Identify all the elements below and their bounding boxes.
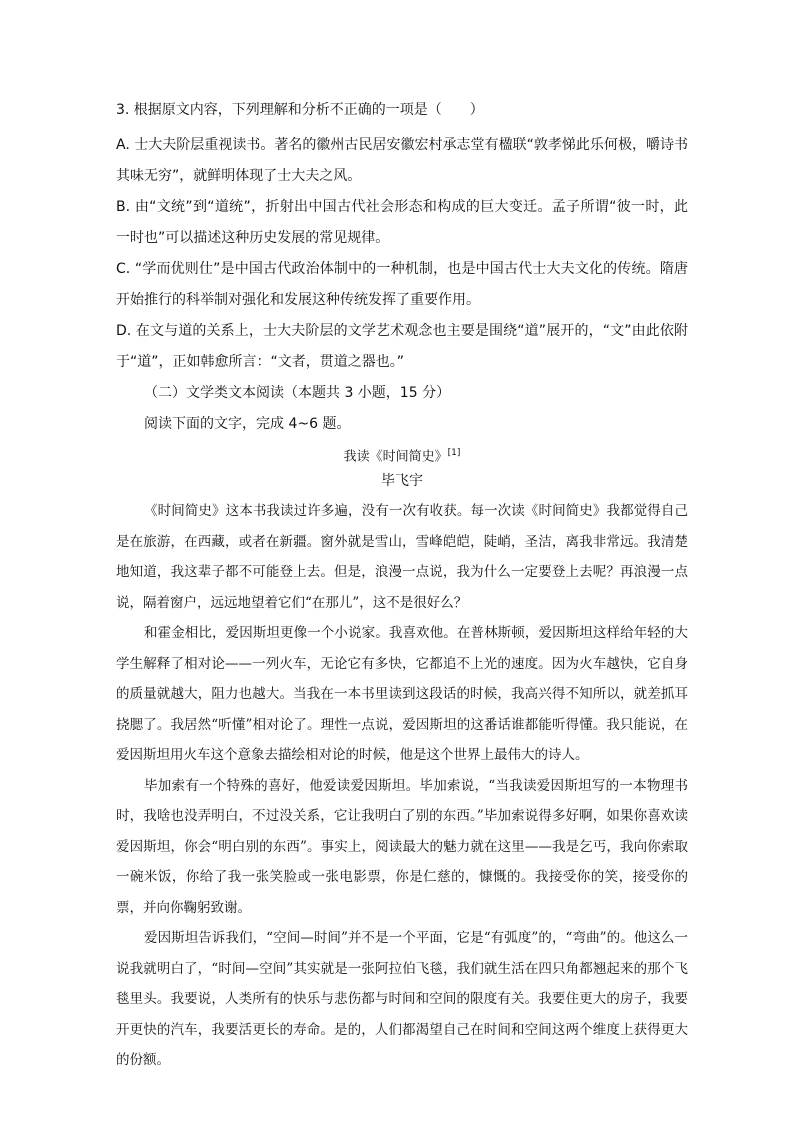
reading-instruction: 阅读下面的文字，完成 4~6 题。 xyxy=(144,416,351,432)
article-title-text: 我读《时间简史》 xyxy=(343,449,448,465)
story-paragraph: 毕加索有一个特殊的喜好，他爱读爱因斯坦。毕加索说，“当我读爱因斯坦写的一本物理书时，我啥也没弄明白，不过没关系，它让我明白了别的东西。”毕加索说得多好啊，如果你喜欢读爱因斯坦，你会“明白别的东西”。事实上，阅读最大的魅力就在这里——我是乞丐，我向你索取一碗米饭，你给了我一张笑脸或一张电影票，你是仁慈的，慷慨的。我接受你的笑，接受你的票，并向你鞠躬致谢。 xyxy=(116,777,688,916)
option-b: B. 由“文统”到“道统”，折射出中国古代社会形态和构成的巨大变迁。孟子所谓“彼一时，此一时也”可以描述这种历史发展的常见规律。 xyxy=(116,199,688,246)
document-page xyxy=(116,100,688,1076)
question-3-stem: 3. 根据原文内容，下列理解和分析不正确的一项是（ ） xyxy=(116,102,484,118)
story-paragraph: 《时间简史》这本书我读过许多遍，没有一次有收获。每一次读《时间简史》我都觉得自己是在旅游，在西藏，或者在新疆。窗外就是雪山，雪峰皑皑，陡峭，圣洁，离我非常远。我清楚地知道，我这辈子都不可能登上去。但是，浪漫一点说，我为什么一定要登上去呢？再浪漫一点说，隔着窗户，远远地望着它们“在那儿”，这不是很好么？ xyxy=(116,503,688,611)
footnote-marker: [1] xyxy=(447,448,461,458)
story-paragraph: 和霍金相比，爱因斯坦更像一个小说家。我喜欢他。在普林斯顿，爱因斯坦这样给年轻的大学生解释了相对论——一列火车，无论它有多快，它都追不上光的速度。因为火车越快，它自身的质量就越大，阻力也越大。当我在一本书里读到这段话的时候，我高兴得不知所以，就差抓耳挠腮了。我居然“听懂”相对论了。理性一点说，爱因斯坦的这番话谁都能听得懂。我只能说，在爱因斯坦用火车这个意象去描绘相对论的时候，他是这个世界上最伟大的诗人。 xyxy=(116,625,688,764)
option-c: C. “学而优则仕”是中国古代政治体制中的一种机制，也是中国古代士大夫文化的传统。隋唐开始推行的科举制对强化和发展这种传统发挥了重要作用。 xyxy=(116,261,688,308)
story-paragraph: 爱因斯坦告诉我们，“空间—时间”并不是一个平面，它是“有弧度”的，“弯曲”的。他这么一说我就明白了，“时间—空间”其实就是一张阿拉伯飞毯，我们就生活在四只角都翘起来的那个飞毯里头。我要说，人类所有的快乐与悲伤都与时间和空间的限度有关。我要住更大的房子，我要开更快的汽车，我要活更长的寿命。是的，人们都渴望自己在时间和空间这两个维度上获得更大的份额。 xyxy=(116,930,688,1069)
article-title xyxy=(116,440,688,470)
article-author: 毕飞宇 xyxy=(381,473,423,490)
section-heading: （二）文学类文本阅读（本题共 3 小题，15 分） xyxy=(144,385,451,401)
option-d: D. 在文与道的关系上，士大夫阶层的文学艺术观念也主要是围绕“道”展开的，“文”由此依附于“道”，正如韩愈所言：“文者，贯道之器也。” xyxy=(116,323,688,370)
option-a: A. 士大夫阶层重视读书。著名的徽州古民居安徽宏村承志堂有楹联“敦孝悌此乐何极，嚼诗书其味无穷”，就鲜明体现了士大夫之风。 xyxy=(116,137,688,184)
